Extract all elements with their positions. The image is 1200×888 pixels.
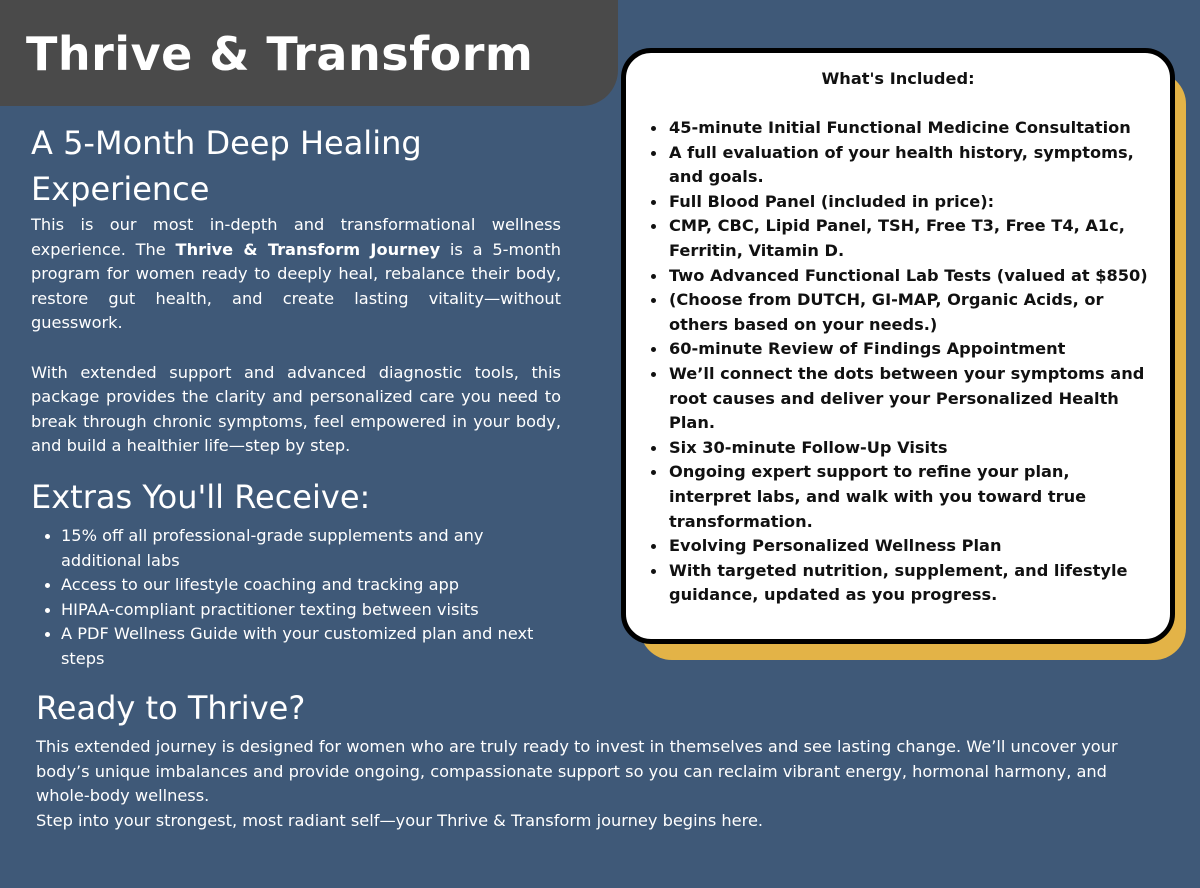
list-item: 60-minute Review of Findings Appointment bbox=[669, 337, 1149, 362]
list-item: CMP, CBC, Lipid Panel, TSH, Free T3, Free T4, A1c, Ferritin, Vitamin D. bbox=[669, 214, 1149, 263]
page-title: Thrive & Transform bbox=[26, 27, 534, 81]
list-item: A full evaluation of your health history, symptoms, and goals. bbox=[669, 141, 1149, 190]
intro-paragraph-2: With extended support and advanced diagnostic tools, this package provides the clarity and personalized care you need to break through chronic symptoms, feel empowered in your body, and build a healthier life—step by step. bbox=[31, 362, 561, 456]
list-item: 45-minute Initial Functional Medicine Consultation bbox=[669, 116, 1149, 141]
list-item: Full Blood Panel (included in price): bbox=[669, 190, 1149, 215]
intro-text bbox=[31, 213, 561, 459]
list-item: Two Advanced Functional Lab Tests (valued at $850) bbox=[669, 264, 1149, 289]
list-item: HIPAA-compliant practitioner texting between visits bbox=[61, 598, 551, 623]
title-banner bbox=[0, 0, 618, 106]
whats-included-card bbox=[621, 48, 1175, 644]
list-item: A PDF Wellness Guide with your customized plan and next steps bbox=[61, 622, 551, 671]
ready-heading: Ready to Thrive? bbox=[36, 689, 306, 727]
list-item: Six 30-minute Follow-Up Visits bbox=[669, 436, 1149, 461]
list-item: Evolving Personalized Wellness Plan bbox=[669, 534, 1149, 559]
extras-heading: Extras You'll Receive: bbox=[31, 478, 371, 516]
card-title: What's Included: bbox=[821, 69, 975, 88]
extras-list bbox=[31, 524, 551, 672]
list-item: Ongoing expert support to refine your plan, interpret labs, and walk with you toward true transformation. bbox=[669, 460, 1149, 534]
list-item: Access to our lifestyle coaching and tracking app bbox=[61, 573, 551, 598]
ready-text bbox=[36, 735, 1161, 833]
list-item: With targeted nutrition, supplement, and lifestyle guidance, updated as you progress. bbox=[669, 559, 1149, 608]
journey-name: Thrive & Transform Journey bbox=[175, 239, 441, 259]
ready-paragraph-2: Step into your strongest, most radiant self—your Thrive & Transform journey begins here. bbox=[36, 810, 764, 830]
list-item: We’ll connect the dots between your symptoms and root causes and deliver your Personalized Health Plan. bbox=[669, 362, 1149, 436]
list-item: (Choose from DUTCH, GI-MAP, Organic Acids, or others based on your needs.) bbox=[669, 288, 1149, 337]
ready-paragraph-1: This extended journey is designed for women who are truly ready to invest in themselves and see lasting change. We’ll uncover your body’s unique imbalances and provide ongoing, compassionate support so you can reclaim vibrant energy, hormonal harmony, and whole-body wellness. bbox=[36, 737, 1118, 806]
intro-paragraph-1: This is our most in-depth and transformational wellness experience. The Thrive & Transform Journey is a 5-month program for women ready to deeply heal, rebalance their body, restore gut health, and create lasting vitality—without guesswork. bbox=[31, 215, 562, 333]
program-subtitle: A 5-Month Deep Healing Experience bbox=[31, 124, 422, 208]
list-item: 15% off all professional-grade supplements and any additional labs bbox=[61, 524, 551, 573]
included-list bbox=[669, 116, 1149, 608]
